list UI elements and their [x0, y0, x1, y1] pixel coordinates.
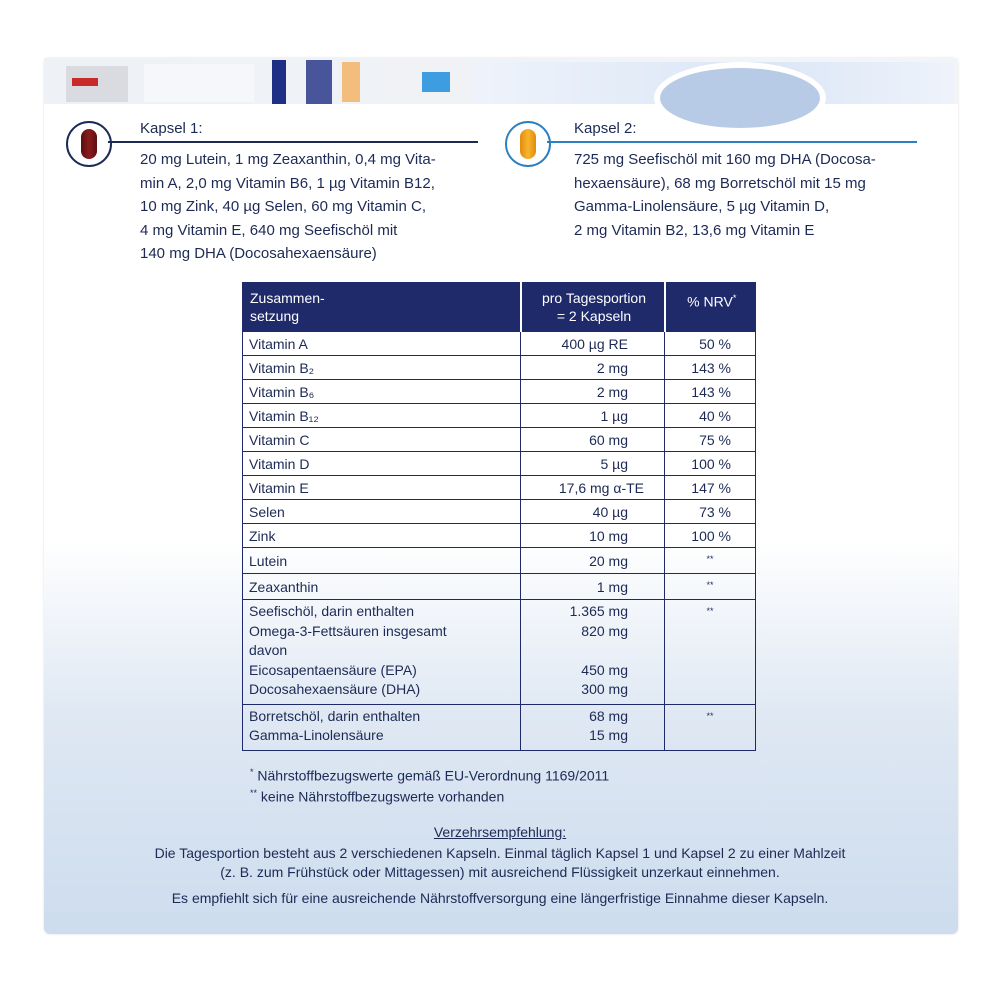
header-daily-portion-line1: pro Tagesportion	[541, 290, 647, 306]
table-row	[243, 380, 756, 404]
borretsch-value-line: 15 mg	[589, 727, 628, 743]
table-row	[243, 404, 756, 428]
row-value	[521, 704, 665, 750]
capsule-2-description	[574, 148, 876, 242]
package-top-flap	[44, 58, 958, 104]
table-row	[243, 524, 756, 548]
flap-label-graphic	[66, 66, 128, 102]
flap-brand-text-graphic	[306, 60, 332, 104]
flap-eye-graphic	[654, 62, 826, 134]
row-value: 40 µg	[521, 500, 665, 524]
row-name: Vitamin B₂	[243, 356, 521, 380]
seefisch-value-line: 300 mg	[581, 681, 628, 697]
row-name: Lutein	[243, 548, 521, 574]
table-row	[243, 476, 756, 500]
footnote-text: keine Nährstoffbezugswerte vorhanden	[257, 788, 505, 805]
table-row	[243, 574, 756, 600]
header-daily-portion-line2: = 2 Kapseln	[556, 308, 632, 324]
capsule-1-line: 10 mg Zink, 40 µg Selen, 60 mg Vitamin C,	[140, 198, 427, 215]
row-name	[243, 704, 521, 750]
footnote-nrv	[250, 767, 609, 784]
header-composition	[243, 283, 521, 332]
capsule-1-description	[140, 148, 436, 266]
seefisch-value-line: 1.365 mg	[569, 603, 628, 619]
row-name: Vitamin A	[243, 332, 521, 356]
table-row	[243, 548, 756, 574]
footnote-no-nrv	[250, 788, 504, 805]
row-name: Selen	[243, 500, 521, 524]
row-nrv: 143 %	[665, 356, 756, 380]
row-value: 1 mg	[521, 574, 665, 600]
row-nrv: 143 %	[665, 380, 756, 404]
gold-capsule-icon	[520, 129, 536, 159]
flap-brand-stripe	[272, 60, 286, 104]
seefisch-name-line: Docosahexaensäure (DHA)	[249, 681, 421, 697]
flap-orange-stripe	[342, 62, 360, 102]
flap-white-panel	[144, 64, 254, 102]
row-nrv: **	[665, 574, 756, 600]
table-row	[243, 452, 756, 476]
table-header-row	[243, 283, 756, 332]
flap-blue-badge	[422, 72, 450, 92]
footnote-text: Nährstoffbezugswerte gemäß EU-Verordnung 1169/2011	[253, 767, 610, 784]
table-row	[243, 356, 756, 380]
seefisch-value-line	[527, 641, 628, 661]
row-value: 5 µg	[521, 452, 665, 476]
seefisch-name-line: Eicosapentaensäure (EPA)	[249, 661, 417, 678]
seefisch-value-line: 820 mg	[581, 622, 628, 639]
nutrition-table	[242, 282, 756, 751]
table-row	[243, 428, 756, 452]
capsule-1-rule	[108, 141, 478, 143]
table-row-seefischoel	[243, 600, 756, 705]
table-row	[243, 500, 756, 524]
seefisch-name-line: davon	[249, 642, 288, 658]
row-value: 10 mg	[521, 524, 665, 548]
capsule-1-line: min A, 2,0 mg Vitamin B6, 1 µg Vitamin B12,	[140, 174, 435, 192]
capsule-1-line: 20 mg Lutein, 1 mg Zeaxanthin, 0,4 mg Vita-	[140, 151, 436, 168]
capsule-2-rule	[547, 141, 917, 143]
row-value: 1 µg	[521, 404, 665, 428]
header-daily-portion	[521, 283, 665, 332]
footnote-mark: *	[250, 767, 254, 777]
seefisch-value-line: 450 mg	[581, 661, 628, 678]
header-nrv	[665, 283, 756, 332]
footnote-mark: **	[250, 788, 258, 798]
capsule-1-line: 4 mg Vitamin E, 640 mg Seefischöl mit	[140, 221, 398, 239]
row-value: 400 µg RE	[521, 332, 665, 356]
row-value: 60 mg	[521, 428, 665, 452]
row-name: Vitamin B₁₂	[243, 404, 521, 428]
header-composition-line1: Zusammen-	[250, 290, 325, 306]
intake-recommendation-line: Die Tagesportion besteht aus 2 verschiedenen Kapseln. Einmal täglich Kapsel 1 und Kapsel 2 zu einer Mahlzeit	[154, 845, 846, 861]
capsule-1-line: 140 mg DHA (Docosahexaensäure)	[140, 245, 377, 262]
row-value: 2 mg	[521, 356, 665, 380]
row-name: Zeaxanthin	[243, 574, 521, 600]
row-value: 2 mg	[521, 380, 665, 404]
row-value: 17,6 mg α-TE	[521, 476, 665, 500]
flap-red-mark	[72, 78, 98, 86]
capsule-2-line: 2 mg Vitamin B2, 13,6 mg Vitamin E	[574, 221, 815, 239]
row-name: Zink	[243, 524, 521, 548]
capsule-2-icon	[505, 121, 551, 167]
row-name	[243, 600, 521, 705]
row-name: Vitamin C	[243, 428, 521, 452]
row-name: Vitamin D	[243, 452, 521, 476]
row-nrv: 147 %	[665, 476, 756, 500]
row-nrv: **	[665, 548, 756, 574]
capsule-2-line: Gamma-Linolensäure, 5 µg Vitamin D,	[574, 198, 830, 215]
row-nrv: 100 %	[665, 452, 756, 476]
header-nrv-mark: *	[732, 293, 737, 303]
row-nrv: 50 %	[665, 332, 756, 356]
row-nrv: 73 %	[665, 500, 756, 524]
row-nrv: **	[665, 600, 756, 705]
capsule-1-title: Kapsel 1:	[140, 120, 203, 137]
row-nrv: **	[665, 704, 756, 750]
capsule-2-title: Kapsel 2:	[574, 120, 637, 137]
intake-recommendation-line: Es empfiehlt sich für eine ausreichende Nährstoffversorgung eine längerfristige Einnahme dieser Kapseln.	[171, 890, 829, 906]
seefisch-name-line: Seefischöl, darin enthalten	[249, 603, 414, 619]
row-nrv: 40 %	[665, 404, 756, 428]
intake-recommendation-line: (z. B. zum Frühstück oder Mittagessen) mit ausreichend Flüssigkeit unzerkaut einnehmen.	[220, 864, 780, 880]
row-name: Vitamin B₆	[243, 380, 521, 404]
seefisch-name-line: Omega-3-Fettsäuren insgesamt	[249, 622, 447, 639]
header-composition-line2: setzung	[250, 308, 300, 324]
red-capsule-icon	[81, 129, 97, 159]
borretsch-value-line: 68 mg	[589, 707, 628, 724]
row-value	[521, 600, 665, 705]
borretsch-name-line: Gamma-Linolensäure	[249, 727, 384, 743]
row-value: 20 mg	[521, 548, 665, 574]
capsule-2-line: 725 mg Seefischöl mit 160 mg DHA (Docosa-	[574, 151, 876, 168]
row-nrv: 75 %	[665, 428, 756, 452]
table-row-borretschoel	[243, 704, 756, 750]
capsule-1-icon	[66, 121, 112, 167]
row-nrv: 100 %	[665, 524, 756, 548]
capsule-2-line: hexaensäure), 68 mg Borretschöl mit 15 mg	[574, 174, 866, 192]
table-row	[243, 332, 756, 356]
borretsch-name-line: Borretschöl, darin enthalten	[249, 707, 421, 724]
header-nrv-label: % NRV	[687, 293, 733, 310]
row-name: Vitamin E	[243, 476, 521, 500]
intake-recommendation-title: Verzehrsempfehlung:	[433, 824, 567, 840]
